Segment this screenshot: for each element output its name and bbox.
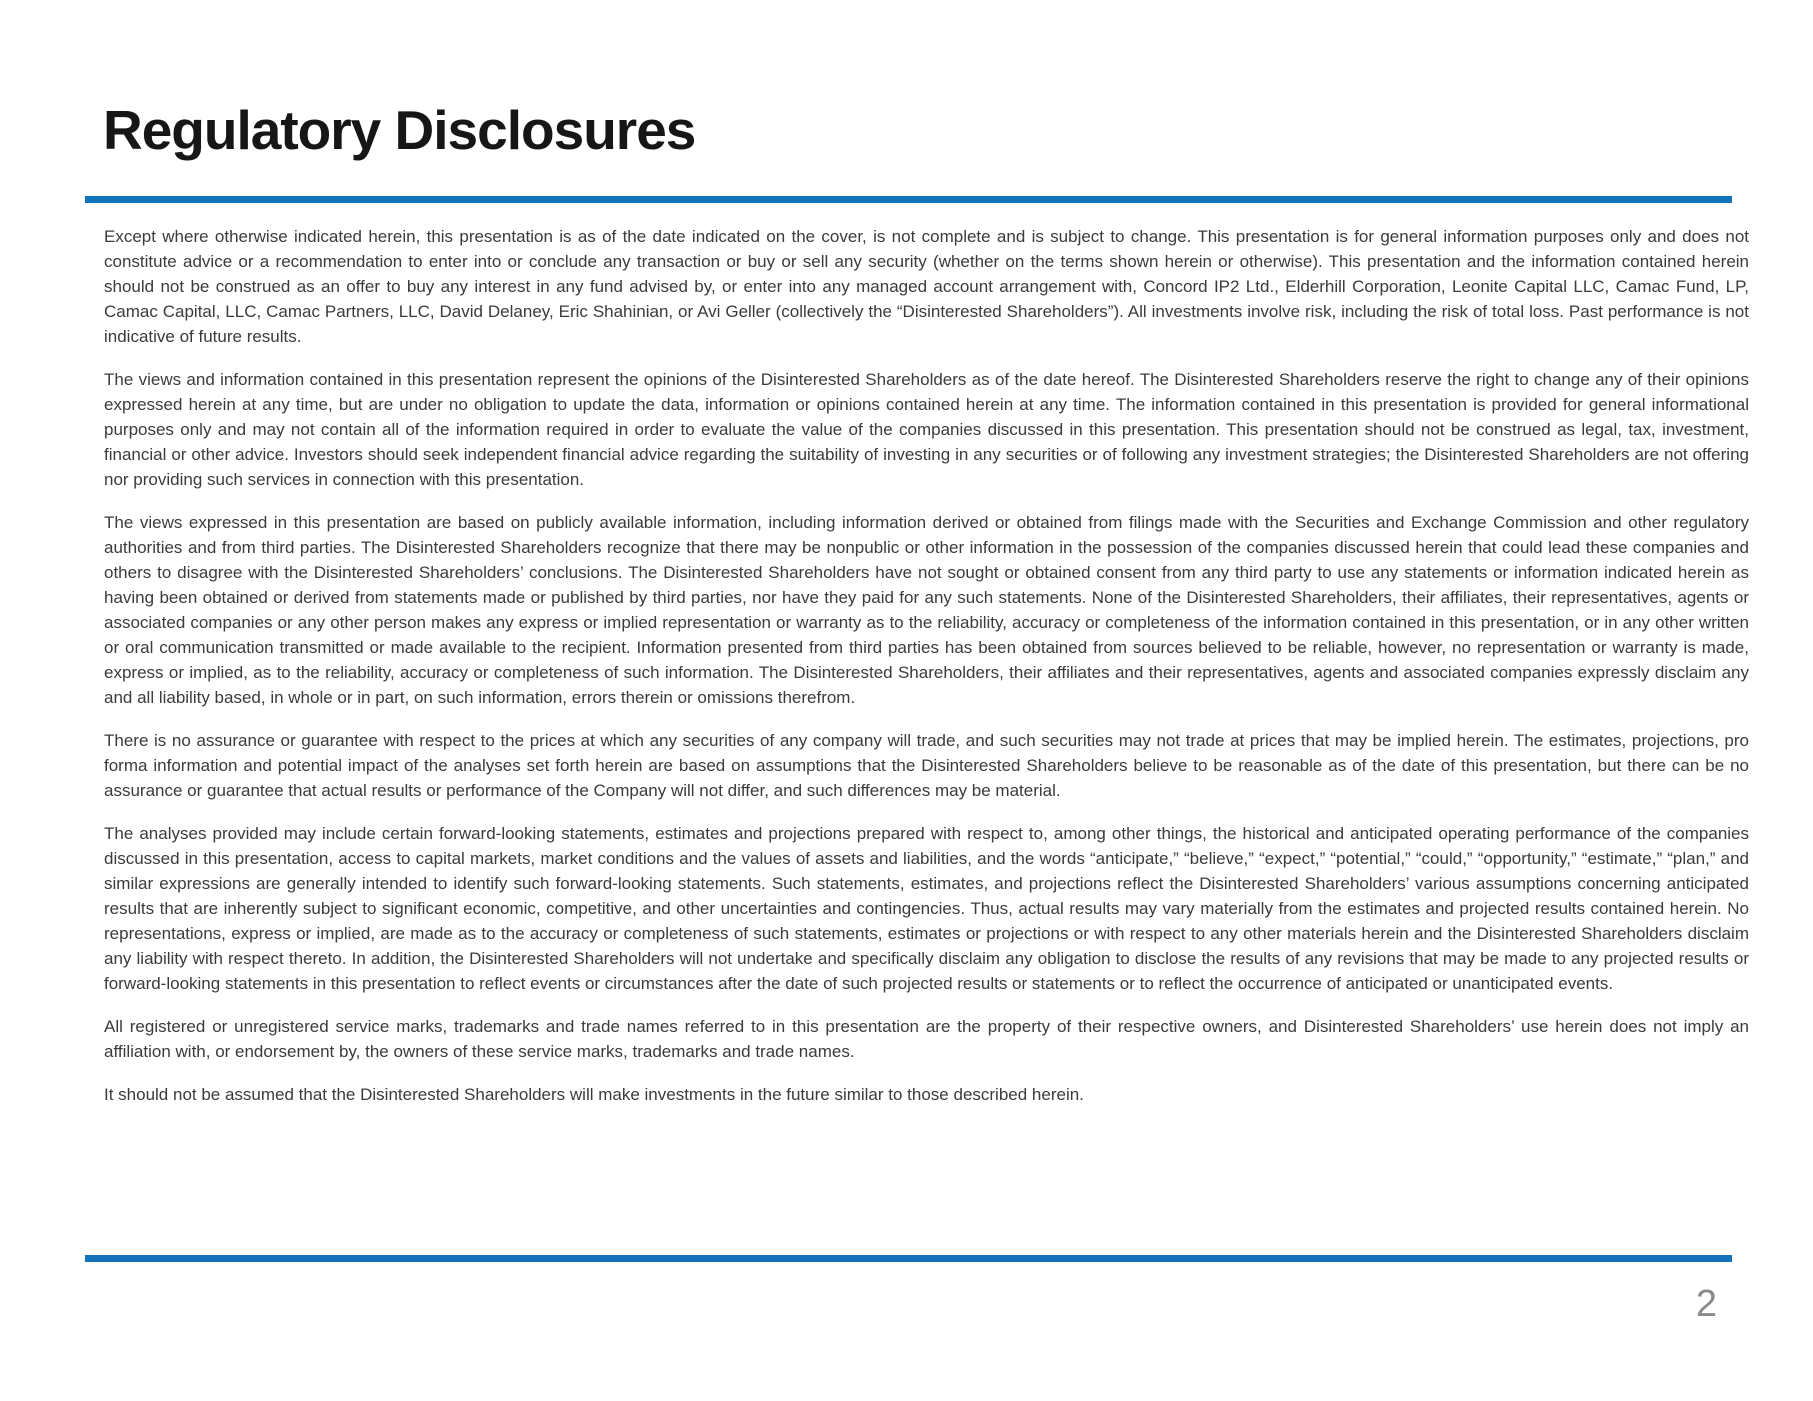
disclosure-paragraph-2: The views and information contained in this presentation represent the opinions of the Disinterested Shareholders as of the date hereof. The Disinterested Shareholders reserve the right to change any of their opinions expressed herein at any time, but are under no obligation to update the data, information or opinions contained herein at any time. The information contained in this presentation is provided for general informational purposes only and may not contain all of the information required in order to evaluate the value of the companies discussed in this presentation. This presentation should not be construed as legal, tax, investment, financial or other advice. Investors should seek independent financial advice regarding the suitability of investing in any securities or of following any investment strategies; the Disinterested Shareholders are not offering nor providing such services in connection with this presentation. [104,370,1749,489]
disclosure-paragraph-1: Except where otherwise indicated herein, this presentation is as of the date indicated on the cover, is not complete and is subject to change. This presentation is for general information purposes only and does not constitute advice or a recommendation to enter into or conclude any transaction or buy or sell any security (whether on the terms shown herein or otherwise). This presentation and the information contained herein should not be construed as an offer to buy any interest in any fund advised by, or enter into any managed account arrangement with, Concord IP2 Ltd., Elderhill Corporation, Leonite Capital LLC, Camac Fund, LP, Camac Capital, LLC, Camac Partners, LLC, David Delaney, Eric Shahinian, or Avi Geller (collectively the “Disinterested Shareholders”). All investments involve risk, including the risk of total loss. Past performance is not indicative of future results. [104,227,1749,346]
disclosure-paragraph-7: It should not be assumed that the Disinterested Shareholders will make investments in the future similar to those described herein. [104,1085,1084,1104]
disclosure-paragraph-4: There is no assurance or guarantee with respect to the prices at which any securities of any company will trade, and such securities may not trade at prices that may be implied herein. The estimates, projections, pro forma information and potential impact of the analyses set forth herein are based on assumptions that the Disinterested Shareholders believe to be reasonable as of the date of this presentation, but there can be no assurance or guarantee that actual results or performance of the Company will not differ, and such differences may be material. [104,731,1749,800]
footer-divider [85,1255,1732,1262]
disclosure-paragraph-5: The analyses provided may include certain forward-looking statements, estimates and projections prepared with respect to, among other things, the historical and anticipated operating performance of the companies discussed in this presentation, access to capital markets, market conditions and the values of assets and liabilities, and the words “anticipate,” “believe,” “expect,” “potential,” “could,” “opportunity,” “estimate,” “plan,” and similar expressions are generally intended to identify such forward-looking statements. Such statements, estimates, and projections reflect the Disinterested Shareholders’ various assumptions concerning anticipated results that are inherently subject to significant economic, competitive, and other uncertainties and contingencies. Thus, actual results may vary materially from the estimates and projected results contained herein. No representations, express or implied, are made as to the accuracy or completeness of such statements, estimates or projections or with respect to any other materials herein and the Disinterested Shareholders disclaim any liability with respect thereto. In addition, the Disinterested Shareholders will not undertake and specifically disclaim any obligation to disclose the results of any revisions that may be made to any projected results or forward-looking statements in this presentation to reflect events or circumstances after the date of such projected results or statements or to reflect the occurrence of anticipated or unanticipated events. [104,824,1749,993]
title-divider [85,196,1732,203]
disclosure-paragraph-6: All registered or unregistered service marks, trademarks and trade names referred to in this presentation are the property of their respective owners, and Disinterested Shareholders’ use herein does not imply an affiliation with, or endorsement by, the owners of these service marks, trademarks and trade names. [104,1017,1749,1061]
page-title: Regulatory Disclosures [103,99,696,161]
page-number: 2 [1695,1283,1717,1325]
disclosure-body [104,224,1749,1107]
disclosure-paragraph-3: The views expressed in this presentation are based on publicly available information, including information derived or obtained from filings made with the Securities and Exchange Commission and other regulatory authorities and from third parties. The Disinterested Shareholders recognize that there may be nonpublic or other information in the possession of the companies discussed herein that could lead these companies and others to disagree with the Disinterested Shareholders’ conclusions. The Disinterested Shareholders have not sought or obtained consent from any third party to use any statements or information indicated herein as having been obtained or derived from statements made or published by third parties, nor have they paid for any such statements. None of the Disinterested Shareholders, their affiliates, their representatives, agents or associated companies or any other person makes any express or implied representation or warranty as to the reliability, accuracy or completeness of the information contained in this presentation, or in any other written or oral communication transmitted or made available to the recipient. Information presented from third parties has been obtained from sources believed to be reliable, however, no representation or warranty is made, express or implied, as to the reliability, accuracy or completeness of such information. The Disinterested Shareholders, their affiliates and their representatives, agents and associated companies expressly disclaim any and all liability based, in whole or in part, on such information, errors therein or omissions therefrom. [104,513,1749,707]
